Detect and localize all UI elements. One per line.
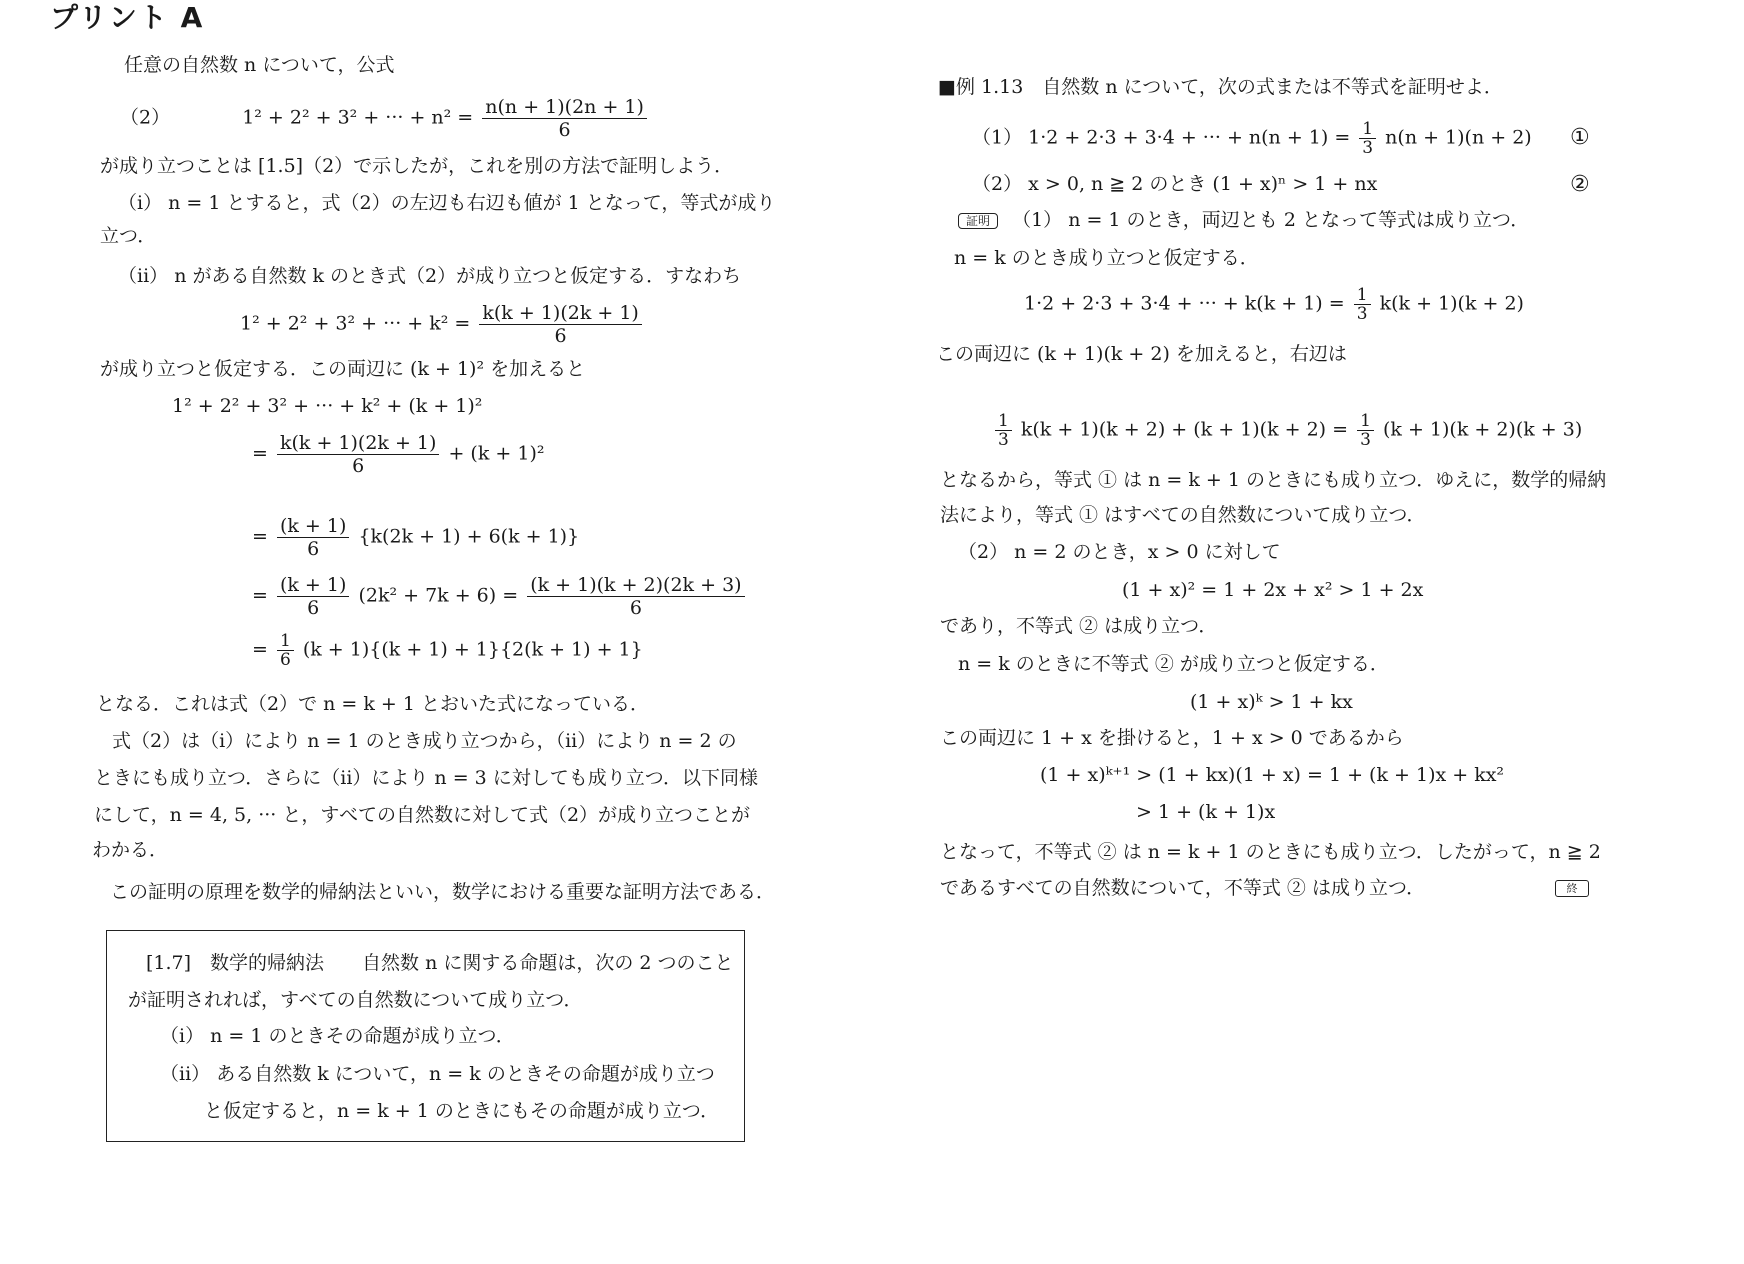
calc4-denominator-2: 6 (629, 597, 642, 619)
formula-lhs: 1² + 2² + 3² + ··· + n² = (242, 106, 474, 129)
part-2-start: （2） n = 2 のとき，x > 0 に対して (958, 541, 1281, 563)
right-assume-lhs: 1·2 + 2·3 + 3·4 + ··· + k(k + 1) = (1024, 292, 1345, 315)
page-title: プリント A (50, 1, 205, 34)
intro-text: 任意の自然数 n について，公式 (124, 54, 395, 76)
calc2-tail: + (k + 1)² (448, 442, 545, 465)
sum-denominator-2: 3 (1360, 430, 1371, 450)
sum-fraction-2 (1357, 412, 1374, 449)
paragraph-3: にして，n = 4, 5, ··· と，すべての自然数に対して式（2）が成り立つことが (94, 804, 751, 826)
part-2-eq-2: (1 + x)ᵏ > 1 + kx (1190, 691, 1353, 713)
calc3-numerator: (k + 1) (277, 515, 349, 538)
calc4-fraction-2 (527, 574, 744, 619)
eq2-label: （2） (972, 173, 1023, 195)
sum-denominator-1: 3 (998, 430, 1009, 450)
calc3-tail: {k(2k + 1) + 6(k + 1)} (358, 525, 580, 548)
part-2-d: この両辺に 1 + x を掛けると，1 + x > 0 であるから (940, 727, 1404, 749)
shown-line: が成り立つことは [1.5]（2）で示したが，これを別の方法で証明しよう． (100, 155, 734, 177)
calc4-numerator-2: (k + 1)(k + 2)(2k + 3) (527, 574, 744, 597)
part-2-eq-4: > 1 + (k + 1)x (1136, 801, 1276, 823)
part-2-eq-3: (1 + x)ᵏ⁺¹ > (1 + kx)(1 + x) = 1 + (k + 1)x + kx² (1040, 764, 1505, 786)
example-eq-1 (972, 120, 1532, 157)
sum-middle: k(k + 1)(k + 2) + (k + 1)(k + 2) = (1020, 418, 1349, 441)
eq-sign: = (252, 442, 268, 465)
right-assume-numerator: 1 (1354, 286, 1371, 305)
calc5-numerator: 1 (277, 632, 294, 651)
conclusion-1: となるから，等式 ① は n = k + 1 のときにも成り立つ．ゆえに，数学的帰納 (940, 469, 1607, 491)
assume-denominator: 6 (554, 325, 567, 347)
eq1-denominator: 3 (1362, 138, 1374, 158)
proof-1-text: （1） n = 1 のとき，両辺とも 2 となって等式は成り立つ． (1012, 209, 1530, 231)
step-ii: （ii） n がある自然数 k のとき式（2）が成り立つと仮定する．すなわち (118, 265, 742, 287)
theorem-line-2: が証明されれば，すべての自然数について成り立つ． (128, 989, 583, 1011)
part-2-e: となって，不等式 ② は n = k + 1 のときにも成り立つ．したがって，n ≧ 2 (940, 841, 1601, 863)
calc3-fraction (277, 515, 349, 560)
calc4-numerator-1: (k + 1) (277, 574, 349, 597)
calc4-fraction-1 (277, 574, 349, 619)
conclusion-2: 法により，等式 ① はすべての自然数について成り立つ． (940, 504, 1426, 526)
calc2-numerator: k(k + 1)(2k + 1) (277, 432, 439, 455)
calc4-denominator-1: 6 (307, 597, 320, 619)
assume-formula (240, 302, 645, 347)
calc2-fraction (277, 432, 439, 477)
sum-numerator-1: 1 (995, 412, 1012, 431)
part-2-b: であり，不等式 ② は成り立つ． (940, 615, 1218, 637)
sum-numerator-2: 1 (1357, 412, 1374, 431)
paragraph-1: 式（2）は（i）により n = 1 のとき成り立つから，（ii）により n = 2 の (112, 730, 737, 752)
circle-2-mark: ② (1570, 172, 1590, 197)
paragraph-4: わかる． (92, 839, 169, 861)
paragraph-2: ときにも成り立つ．さらに（ii）により n = 3 に対しても成り立つ．以下同様 (94, 767, 759, 789)
principle-line: この証明の原理を数学的帰納法といい，数学における重要な証明方法である． (110, 881, 776, 903)
calc4-middle: (2k² + 7k + 6) = (358, 584, 519, 607)
calc3-denominator: 6 (307, 538, 320, 560)
part-2-c: n = k のときに不等式 ② が成り立つと仮定する． (958, 653, 1389, 675)
calc-line-2 (252, 432, 544, 477)
calc2-denominator: 6 (352, 455, 365, 477)
formula-label: （2） (120, 106, 171, 129)
proof-1-line (958, 208, 1529, 232)
eq-sign: = (252, 525, 268, 548)
eq-sign: = (252, 584, 268, 607)
calc5-denominator: 6 (279, 650, 291, 670)
calc-line-5 (252, 632, 643, 669)
eq1-fraction (1359, 120, 1376, 157)
right-assume (1024, 286, 1524, 323)
theorem-line-3: （i） n = 1 のときその命題が成り立つ． (160, 1025, 515, 1047)
right-assume-tail: k(k + 1)(k + 2) (1379, 292, 1524, 315)
calc5-fraction (277, 632, 294, 669)
example-eq-2 (972, 172, 1377, 196)
eq1-lhs: 1·2 + 2·3 + 3·4 + ··· + n(n + 1) = (1028, 126, 1351, 149)
sum-tail: (k + 1)(k + 2)(k + 3) (1382, 418, 1583, 441)
assume-numerator: k(k + 1)(2k + 1) (479, 302, 641, 325)
right-add-line: この両辺に (k + 1)(k + 2) を加えると，右辺は (936, 343, 1347, 365)
result-line: となる．これは式（2）で n = k + 1 とおいた式になっている． (96, 693, 650, 715)
calc5-tail: (k + 1){(k + 1) + 1}{2(k + 1) + 1} (302, 638, 643, 661)
step-i-cont: 立つ． (100, 225, 157, 247)
theorem-line-4: （ii） ある自然数 k について，n = k のときその命題が成り立つ (160, 1063, 715, 1085)
right-assume-denominator: 3 (1356, 304, 1368, 324)
eq1-label: （1） (972, 126, 1023, 149)
assume-fraction (479, 302, 641, 347)
formula-2 (120, 96, 650, 144)
example-heading: ■例 1.13 自然数 n について，次の式または不等式を証明せよ． (938, 76, 1503, 98)
circle-1-mark: ① (1570, 125, 1590, 150)
theorem-line-1: [1.7] 数学的帰納法 自然数 n に関する命題は，次の 2 つのこと (146, 952, 734, 974)
end-mark: 終 (1555, 880, 1589, 897)
right-sum (992, 412, 1582, 449)
eq1-tail: n(n + 1)(n + 2) (1385, 126, 1532, 149)
part-2-eq: (1 + x)² = 1 + 2x + x² > 1 + 2x (1122, 579, 1424, 601)
add-line: が成り立つと仮定する．この両辺に (k + 1)² を加えると (100, 358, 586, 380)
theorem-line-5: と仮定すると，n = k + 1 のときにもその命題が成り立つ． (204, 1100, 720, 1122)
proof-label: 証明 (958, 213, 998, 229)
step-i: （i） n = 1 とすると，式（2）の左辺も右辺も値が 1 となって，等式が成り (118, 192, 776, 214)
part-2-f: であるすべての自然数について，不等式 ② は成り立つ． (940, 877, 1426, 899)
sum-fraction-1 (995, 412, 1012, 449)
formula-numerator: n(n + 1)(2n + 1) (482, 96, 647, 119)
eq1-numerator: 1 (1359, 120, 1376, 139)
proof-1b: n = k のとき成り立つと仮定する． (954, 247, 1259, 269)
eq2-text: x > 0, n ≧ 2 のとき (1 + x)ⁿ > 1 + nx (1028, 173, 1378, 195)
assume-lhs: 1² + 2² + 3² + ··· + k² = (240, 312, 471, 335)
calc-line-1: 1² + 2² + 3² + ··· + k² + (k + 1)² (172, 395, 483, 417)
formula-denominator: 6 (558, 119, 571, 141)
calc-line-3 (252, 515, 579, 560)
eq-sign: = (252, 638, 268, 661)
formula-fraction (482, 96, 647, 141)
calc-line-4 (252, 574, 748, 619)
right-assume-fraction (1354, 286, 1371, 323)
